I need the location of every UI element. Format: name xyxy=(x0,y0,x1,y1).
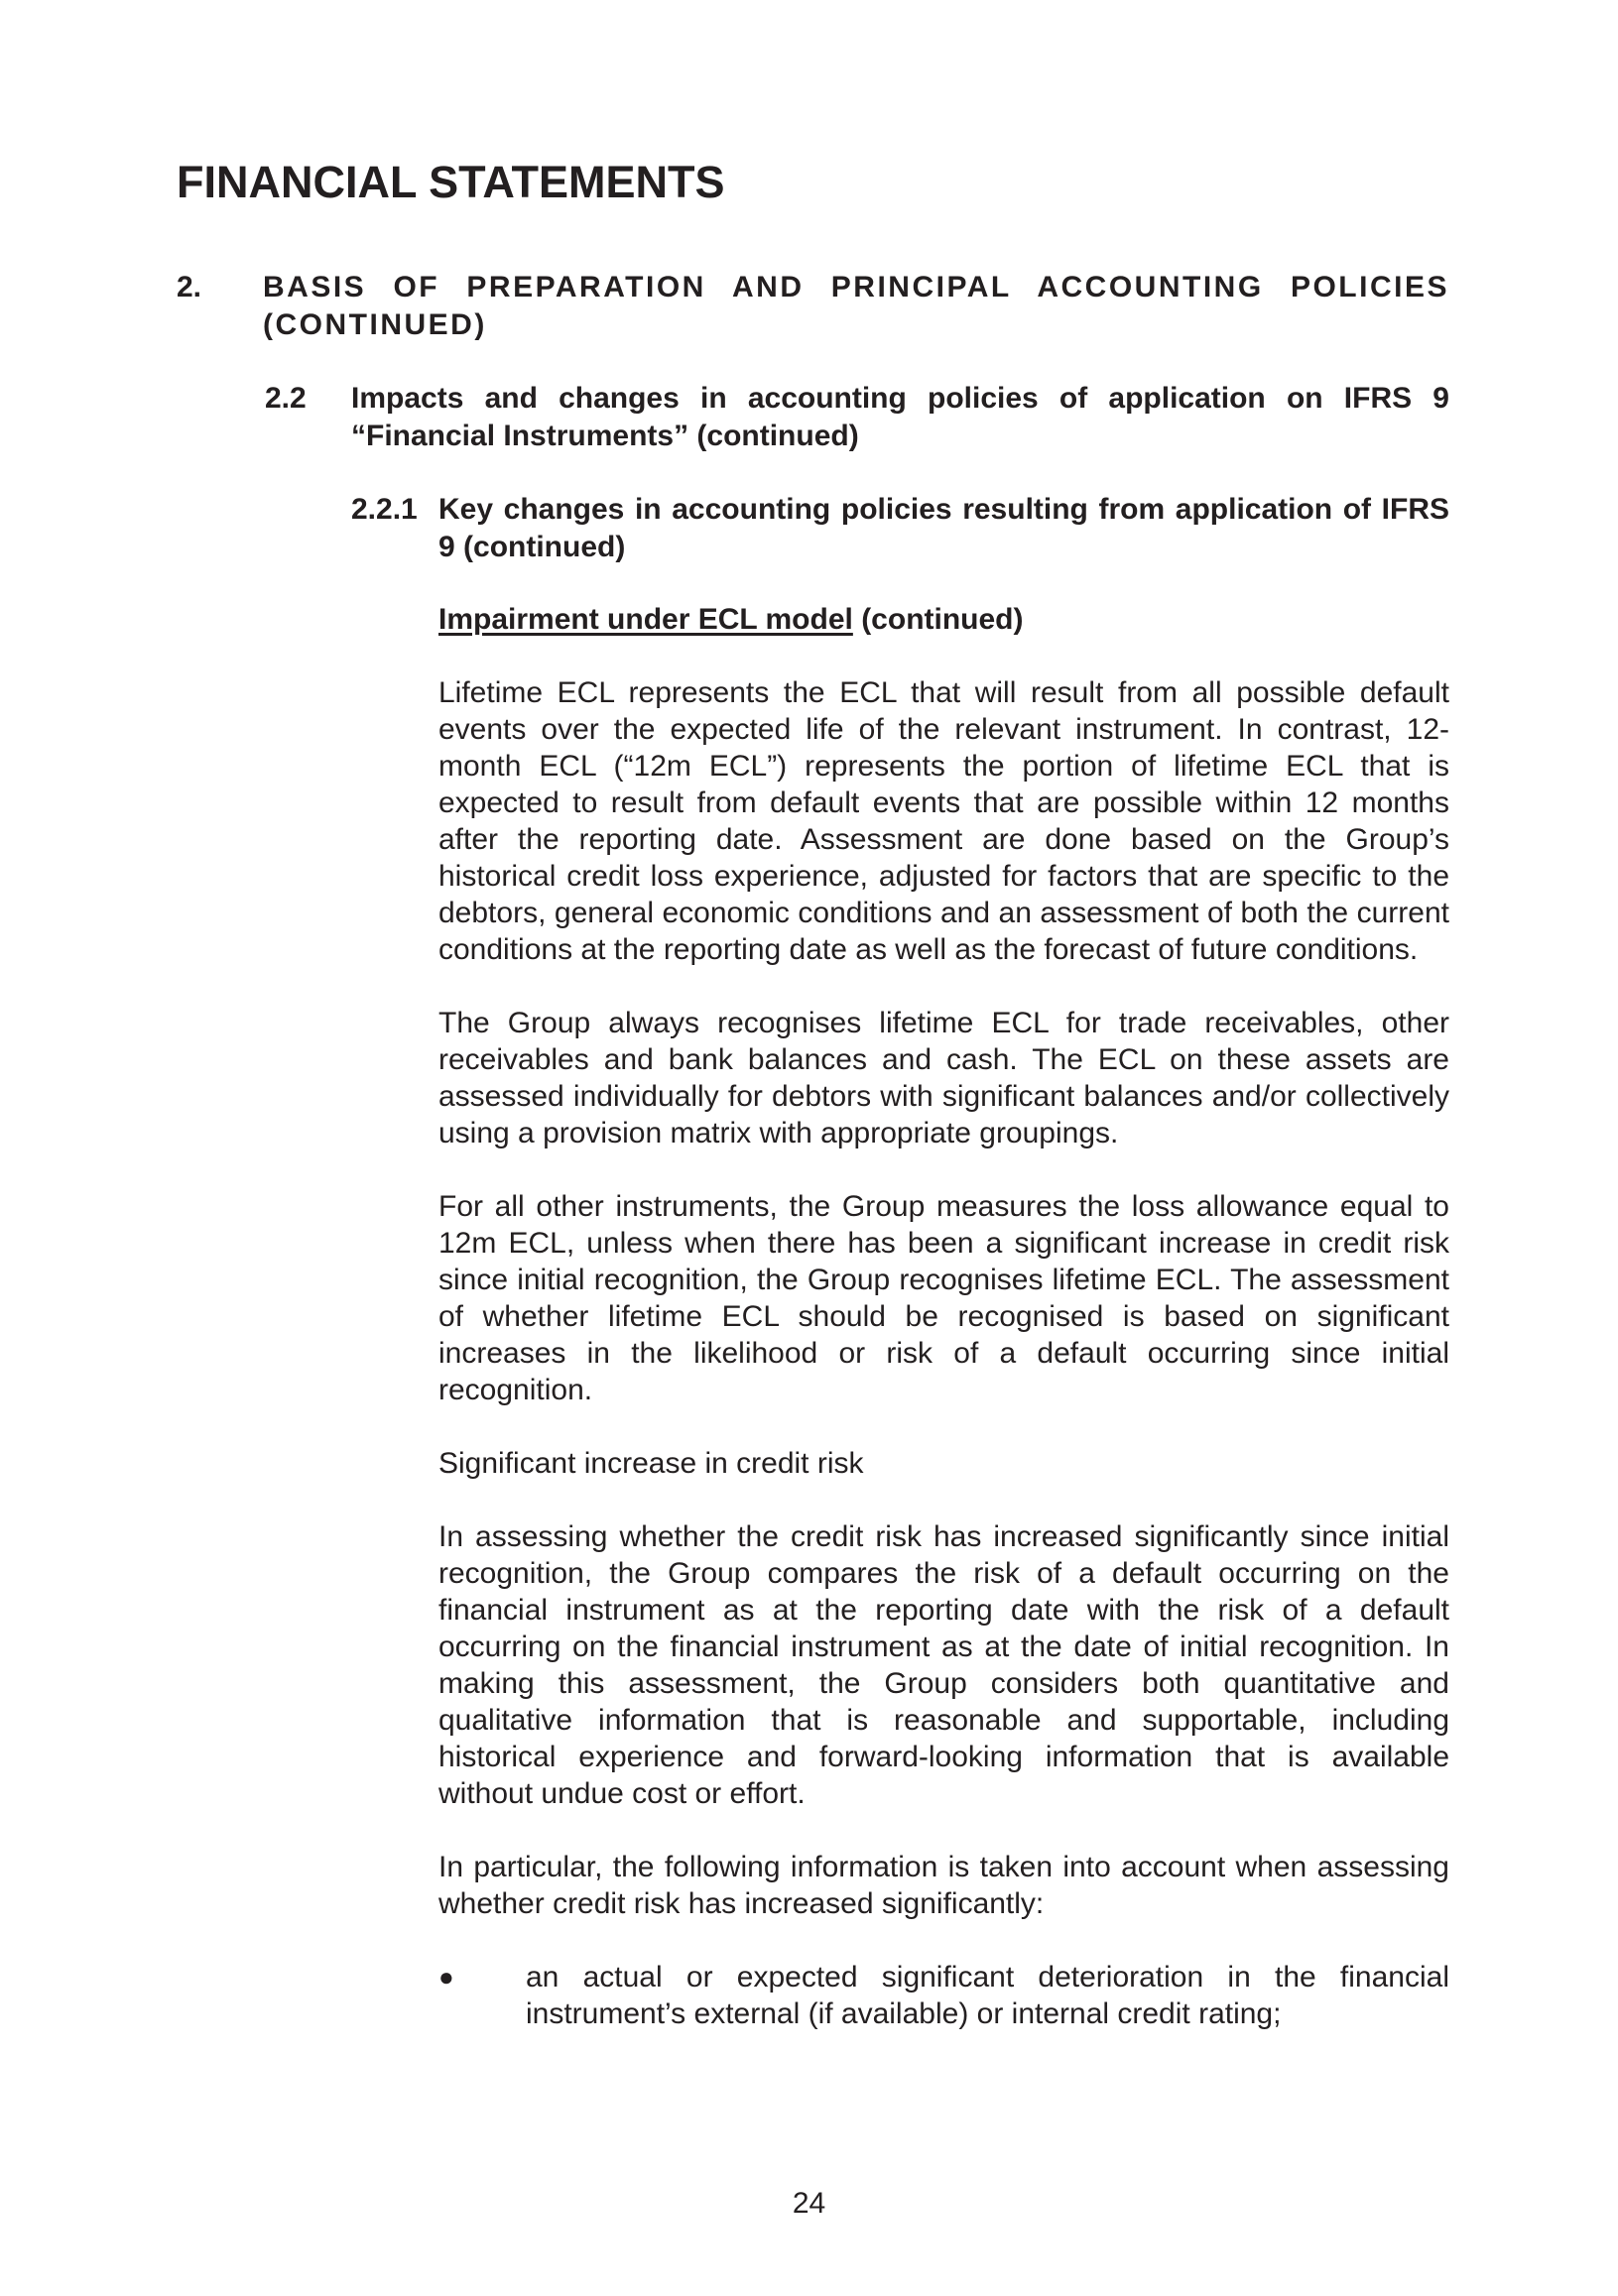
page-title: FINANCIAL STATEMENTS xyxy=(177,157,725,207)
credit-risk-heading: Significant increase in credit risk xyxy=(438,1447,864,1480)
section-number: 2. xyxy=(177,271,202,303)
impairment-subheading-underlined: Impairment under ECL model xyxy=(438,603,853,636)
section-title: Key changes in accounting policies resulting from application of IFRS 9 (continued) xyxy=(438,493,1449,563)
list-item-text: an actual or expected significant deterioration in the financial instrument’s external (if available) or internal credit rating; xyxy=(526,1961,1449,2030)
list-item xyxy=(438,1959,1449,2032)
section-heading-2-2-1 xyxy=(351,491,1449,566)
section-title: Impacts and changes in accounting policies of application on IFRS 9 “Financial Instruments” (continued) xyxy=(351,382,1449,452)
section-number: 2.2 xyxy=(265,382,307,415)
paragraph: Lifetime ECL represents the ECL that will result from all possible default events over the expected life of the relevant instrument. In contrast, 12-month ECL (“12m ECL”) represents the portion of lifetime ECL that is expected to result from default events that are possible within 12 months after the reporting date. Assessment are done based on the Group’s historical credit loss experience, adjusted for factors that are specific to the debtors, general economic conditions and an assessment of both the current conditions at the reporting date as well as the forecast of future conditions. xyxy=(438,676,1449,966)
paragraph: For all other instruments, the Group measures the loss allowance equal to 12m ECL, unless when there has been a significant increase in credit risk since initial recognition, the Group recognises lifetime ECL. The assessment of whether lifetime ECL should be recognised is based on significant increases in the likelihood or risk of a default occurring since initial recognition. xyxy=(438,1190,1449,1406)
section-heading-2-2 xyxy=(265,380,1449,455)
bullet-icon: ● xyxy=(438,1962,454,1992)
paragraph: The Group always recognises lifetime ECL for trade receivables, other receivables and bank balances and cash. The ECL on these assets are assessed individually for debtors with significant balances and/or collectively using a provision matrix with appropriate groupings. xyxy=(438,1007,1449,1149)
page-number: 24 xyxy=(792,2187,826,2220)
impairment-subheading xyxy=(438,601,1449,638)
impairment-subheading-suffix: (continued) xyxy=(852,603,1024,636)
paragraph: In particular, the following information is taken into account when assessing whether credit risk has increased significantly: xyxy=(438,1851,1449,1920)
body-content xyxy=(438,601,1449,2032)
paragraph: In assessing whether the credit risk has increased significantly since initial recognition, the Group compares the risk of a default occurring on the financial instrument as at the reporting date with the risk of a default occurring on the financial instrument as at the date of initial recognition. In making this assessment, the Group considers both quantitative and qualitative information that is reasonable and supportable, including historical experience and forward-looking information that is available without undue cost or effort. xyxy=(438,1520,1449,1810)
section-title: BASIS OF PREPARATION AND PRINCIPAL ACCOUNTING POLICIES (CONTINUED) xyxy=(263,271,1449,341)
section-heading-2 xyxy=(177,269,1449,344)
section-number: 2.2.1 xyxy=(351,493,418,526)
